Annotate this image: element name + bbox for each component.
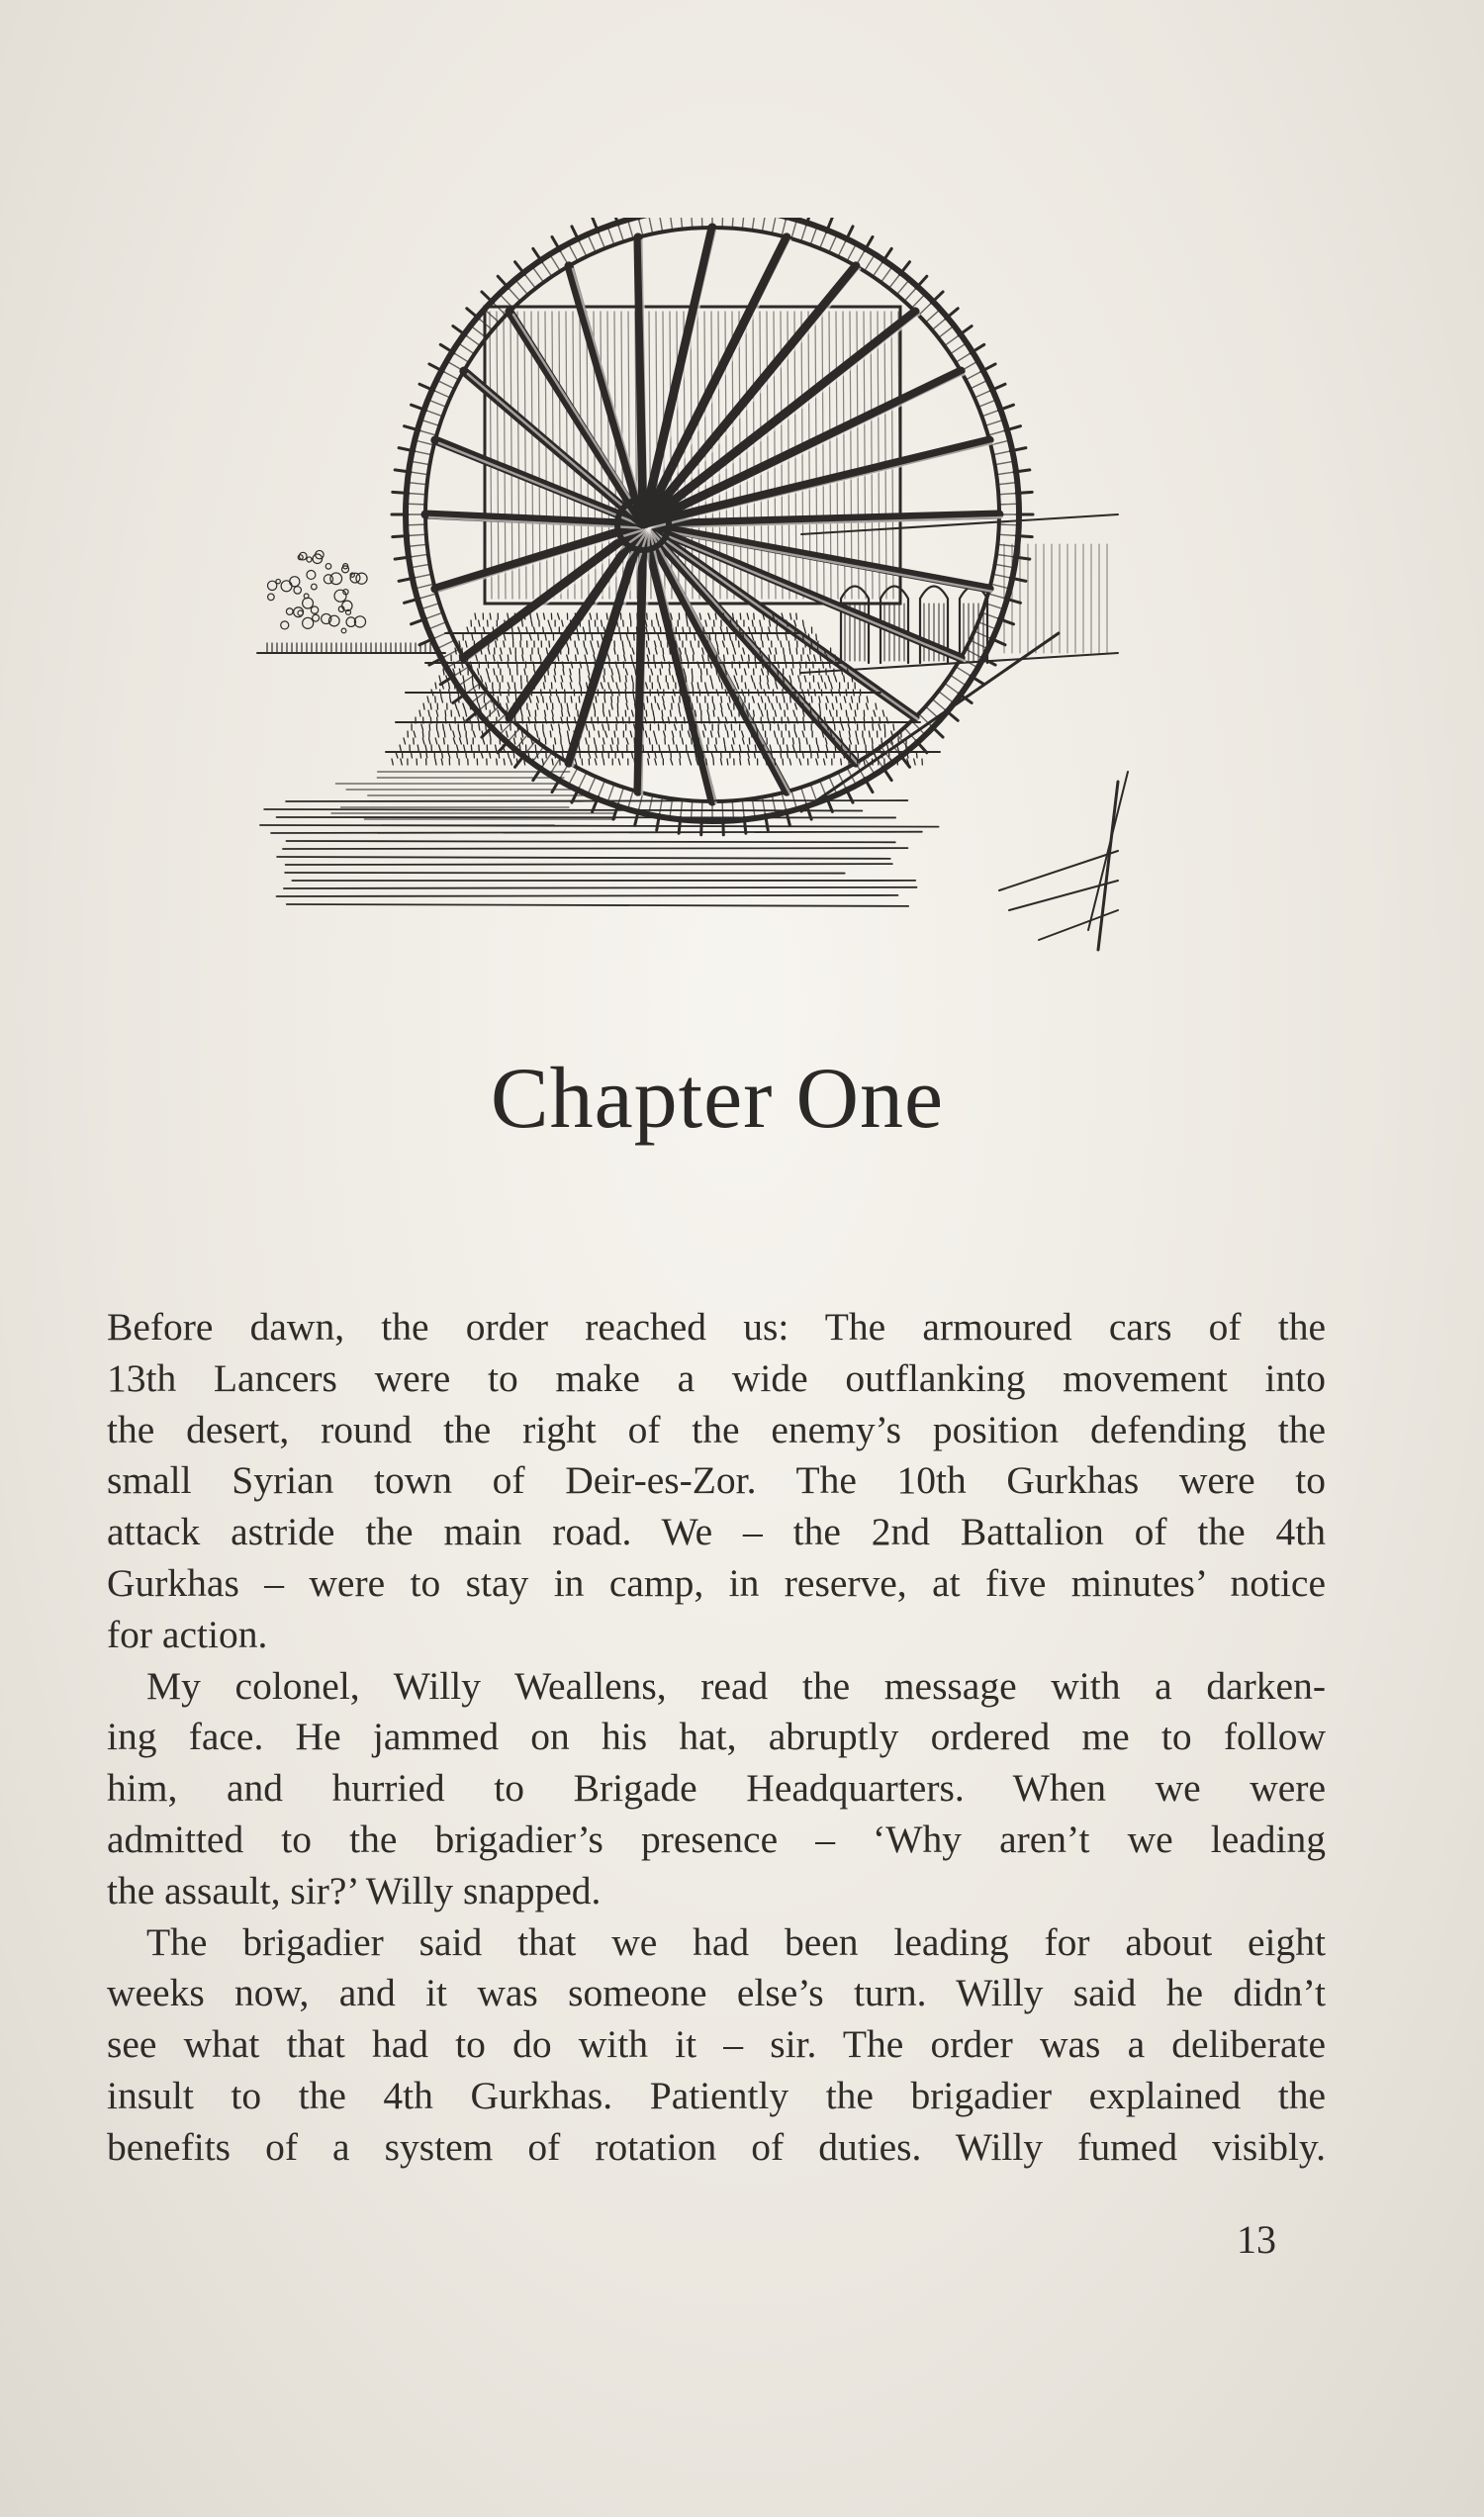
text-line: him, and hurried to Brigade Headquarters. When we were — [107, 1766, 1326, 1811]
body-text — [107, 1302, 1326, 2174]
text-line: 13th Lancers were to make a wide outflanking movement into — [107, 1355, 1326, 1400]
text-line: Before dawn, the order reached us: The armoured cars of the — [107, 1305, 1326, 1349]
text-line: benefits of a system of rotation of duties. Willy fumed visibly. — [107, 2124, 1326, 2169]
text-line: admitted to the brigadier’s presence – ‘Why aren’t we leading — [107, 1817, 1326, 1861]
text-line: attack astride the main road. We – the 2nd Battalion of the 4th — [107, 1510, 1326, 1554]
text-line: ing face. He jammed on his hat, abruptly ordered me to follow — [107, 1715, 1326, 1759]
text-line: The brigadier said that we had been leading for about eight — [146, 1919, 1326, 1964]
chapter-title: Chapter One — [490, 1051, 945, 1147]
text-line: the assault, sir?’ Willy snapped. — [107, 1868, 602, 1912]
text-line: see what that had to do with it – sir. The order was a deliberate — [107, 2022, 1326, 2067]
water-wheel-illustration — [247, 218, 1167, 979]
text-line: the desert, round the right of the enemy’s position defending the — [107, 1407, 1326, 1451]
text-line: Gurkhas – were to stay in camp, in reserve, at five minutes’ notice — [107, 1560, 1326, 1605]
text-line: insult to the 4th Gurkhas. Patiently the brigadier explained the — [107, 2073, 1326, 2117]
text-line: weeks now, and it was someone else’s turn. Willy said he didn’t — [107, 1971, 1326, 2015]
text-line: My colonel, Willy Weallens, read the message with a darken- — [146, 1663, 1326, 1708]
text-line: small Syrian town of Deir-es-Zor. The 10th Gurkhas were to — [107, 1458, 1326, 1503]
text-line: for action. — [107, 1612, 268, 1656]
page-number: 13 — [1237, 2217, 1276, 2262]
